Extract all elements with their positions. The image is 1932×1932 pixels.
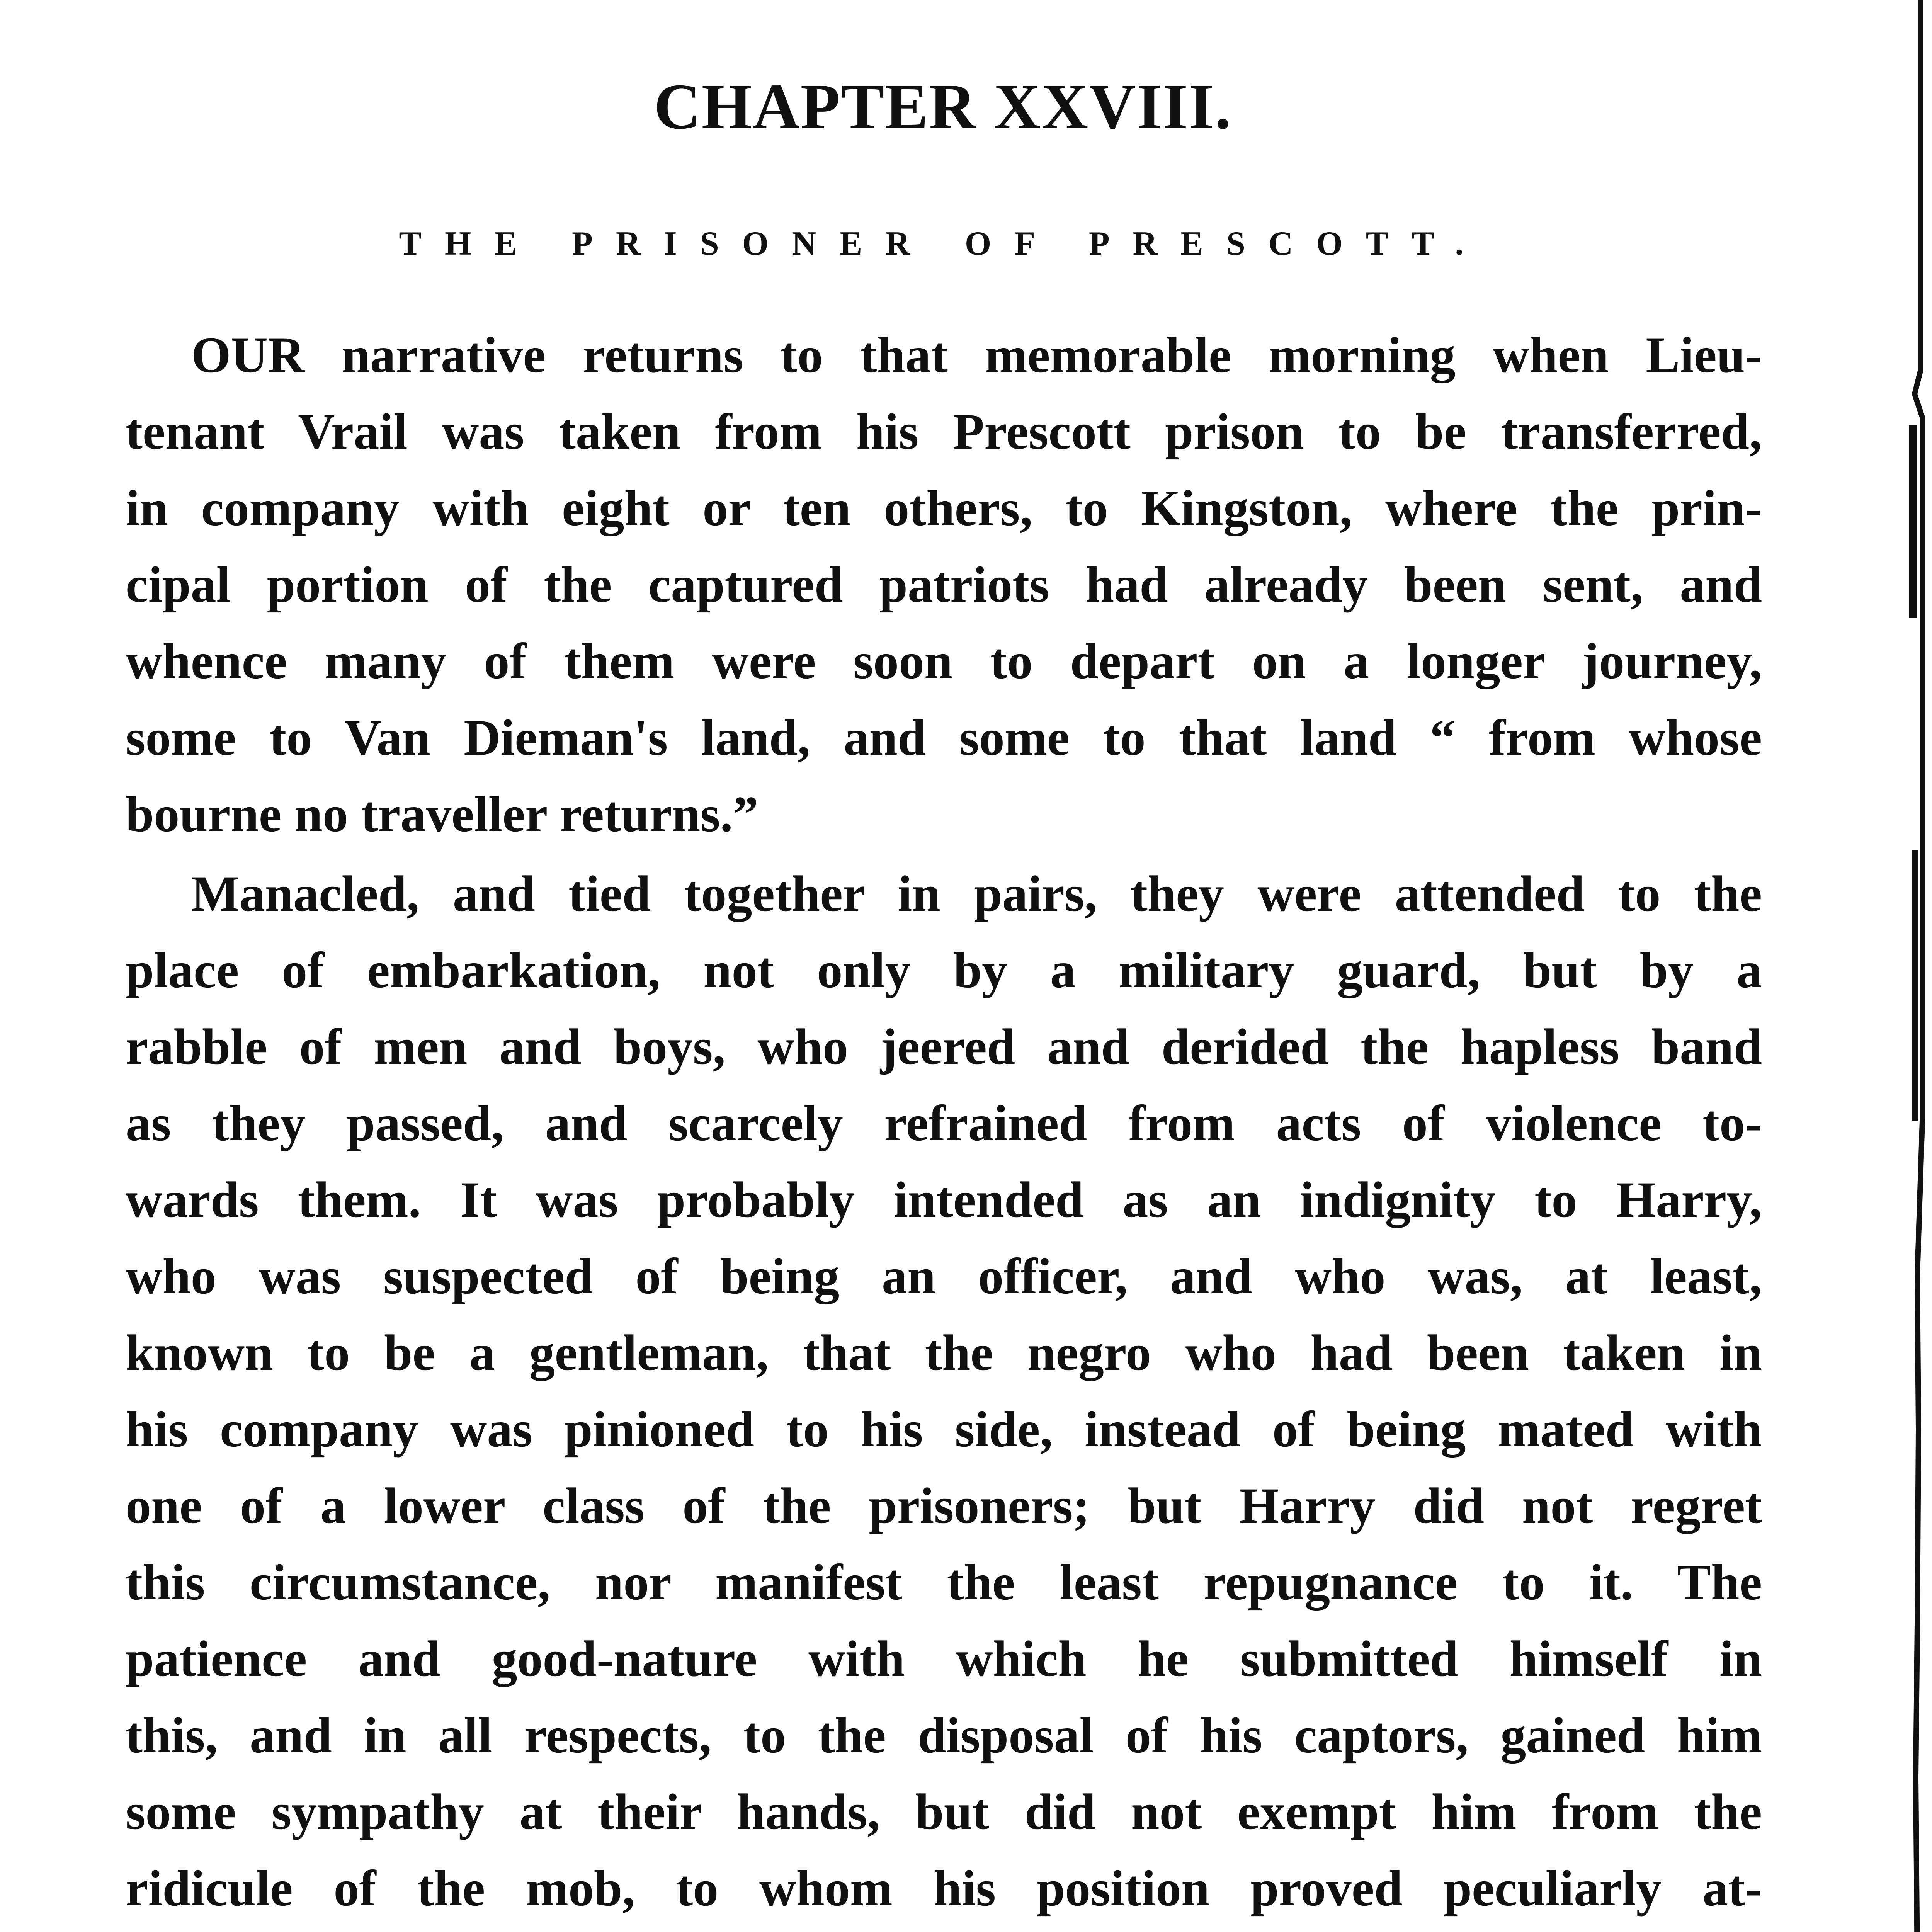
text-line: known to be a gentleman, that the negro who had been taken in [126, 1324, 1762, 1381]
text-line: whence many of them were soon to depart on a longer journey, [126, 633, 1762, 689]
text-line: tenant Vrail was taken from his Prescott prison to be transferred, [126, 403, 1762, 460]
text-line: one of a lower class of the prisoners; but Harry did not regret [126, 1477, 1762, 1534]
text-line: who was suspected of being an officer, and who was, at least, [126, 1248, 1762, 1304]
text-line: Manacled, and tied together in pairs, they were attended to the [191, 865, 1762, 922]
text-line: some sympathy at their hands, but did not exempt him from the [126, 1783, 1762, 1840]
text-line: in company with eight or ten others, to Kingston, where the prin- [126, 480, 1762, 536]
page-edge-shadow [1816, 0, 1932, 1932]
text-line: wards them. It was probably intended as an indignity to Harry, [126, 1171, 1762, 1228]
text-line: patience and good-nature with which he submitted himself in [126, 1630, 1762, 1687]
paragraph-1 [126, 317, 1762, 852]
text-line: OUR narrative returns to that memorable morning when Lieu- [191, 327, 1762, 383]
chapter-heading: CHAPTER XXVIII. [654, 71, 1232, 143]
text-line: cipal portion of the captured patriots had already been sent, and [126, 556, 1762, 613]
body-text [126, 317, 1762, 1932]
paragraph-2 [126, 855, 1762, 1932]
text-line: his company was pinioned to his side, instead of being mated with [126, 1401, 1762, 1458]
text-line: this circumstance, nor manifest the least repugnance to it. The [126, 1554, 1762, 1611]
text-line: some to Van Dieman's land, and some to that land “ from whose [126, 709, 1762, 766]
text-line: place of embarkation, not only by a military guard, but by a [126, 942, 1762, 998]
text-line: ridicule of the mob, to whom his position proved peculiarly at- [126, 1860, 1762, 1917]
text-line: rabble of men and boys, who jeered and derided the hapless band [126, 1018, 1762, 1075]
text-line: bourne no traveller returns.” [126, 786, 759, 842]
text-line [126, 1927, 1762, 1932]
chapter-subtitle: THE PRISONER OF PRESCOTT. [399, 225, 1487, 262]
text-line: this, and in all respects, to the disposal of his captors, gained him [126, 1707, 1762, 1764]
text-line: as they passed, and scarcely refrained from acts of violence to- [126, 1095, 1762, 1151]
